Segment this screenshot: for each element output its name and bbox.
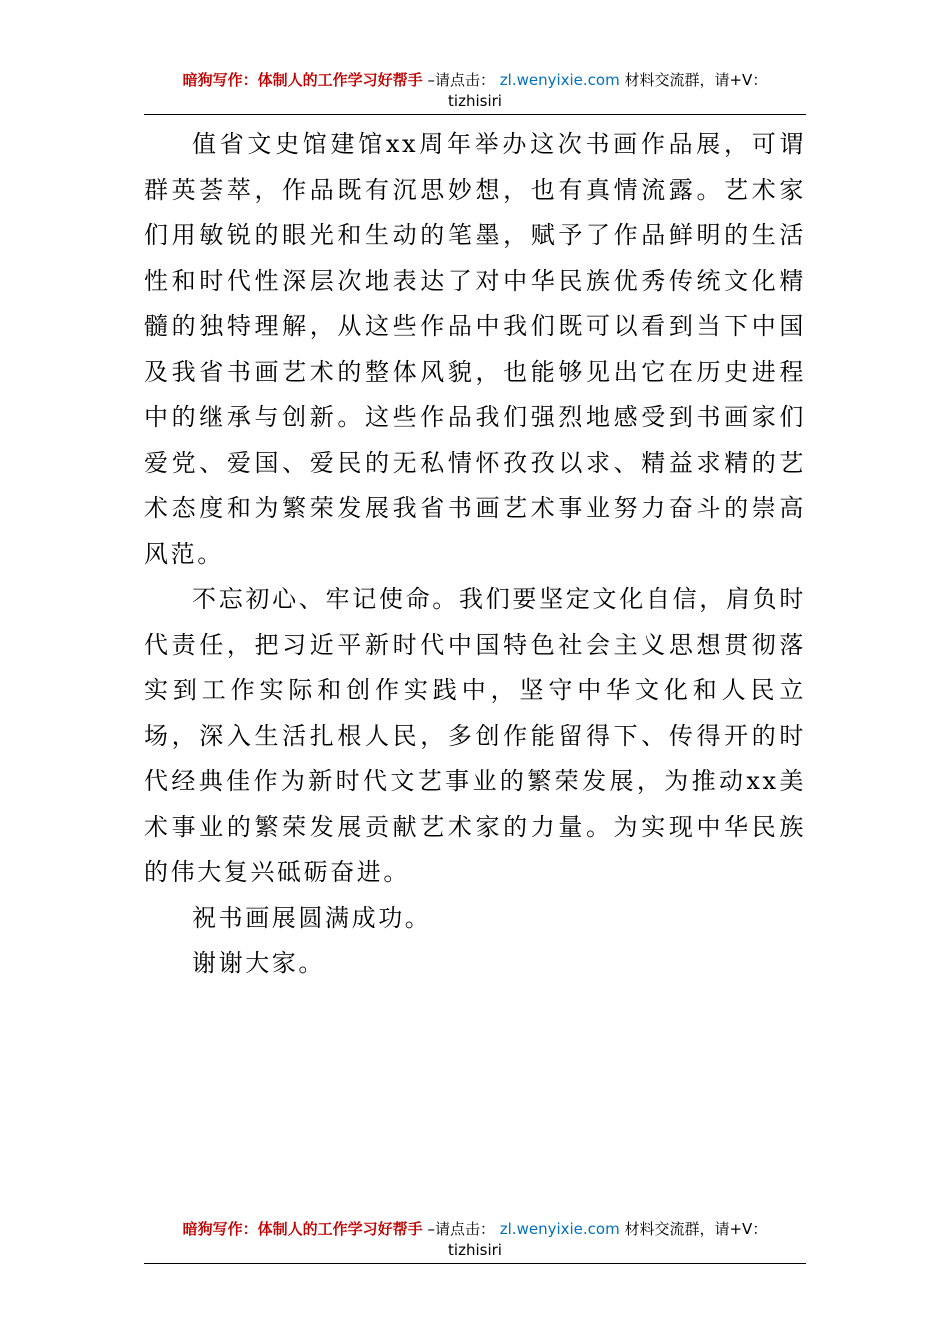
body-paragraph-4: 谢谢大家。 [192,949,325,977]
body-paragraph-1: 值省文史馆建馆xx周年举办这次书画作品展，可谓群英荟萃，作品既有沉思妙想，也有真情流露。艺术家们用敏锐的眼光和生动的笔墨，赋予了作品鲜明的生活性和时代性深层次地表达了对中华民族优秀传统文化精髓的独特理解，从这些作品中我们既可以看到当下中国及我省书画艺术的整体风貌，也能够见出它在历史进程中的继承与创新。这些作品我们强烈地感受到书画家们爱党、爱国、爱民的无私情怀孜孜以求、精益求精的艺术态度和为繁荣发展我省书画艺术事业努力奋斗的崇高风范。 [144,130,806,568]
document-body [144,122,806,987]
body-paragraph-2: 不忘初心、牢记使命。我们要坚定文化自信，肩负时代责任，把习近平新时代中国特色社会主义思想贯彻落实到工作实际和创作实践中，坚守中华文化和人民立场，深入生活扎根人民，多创作能留得下、传得开的时代经典佳作为新时代文艺事业的繁荣发展，为推动xx美术事业的繁荣发展贡献艺术家的力量。为实现中华民族的伟大复兴砥砺奋进。 [144,585,806,886]
body-paragraph-3: 祝书画展圆满成功。 [192,903,432,932]
footer-brand-text: 暗狗写作：体制人的工作学习好帮手 [182,1220,423,1238]
footer-suffix-text: 材料交流群，请+V： [624,1220,768,1238]
header-suffix-text: 材料交流群，请+V： [624,71,768,89]
footer-contact-text: tizhisiri [448,1241,502,1259]
header-banner [144,70,806,115]
header-contact-text: tizhisiri [448,92,502,110]
header-link[interactable]: zl.wenyixie.com [499,71,620,89]
footer-prompt-text: –请点击： [427,1220,495,1238]
header-prompt-text: –请点击： [427,71,495,89]
footer-link[interactable]: zl.wenyixie.com [499,1220,620,1238]
footer-banner [144,1219,806,1264]
header-brand-text: 暗狗写作：体制人的工作学习好帮手 [182,71,423,89]
